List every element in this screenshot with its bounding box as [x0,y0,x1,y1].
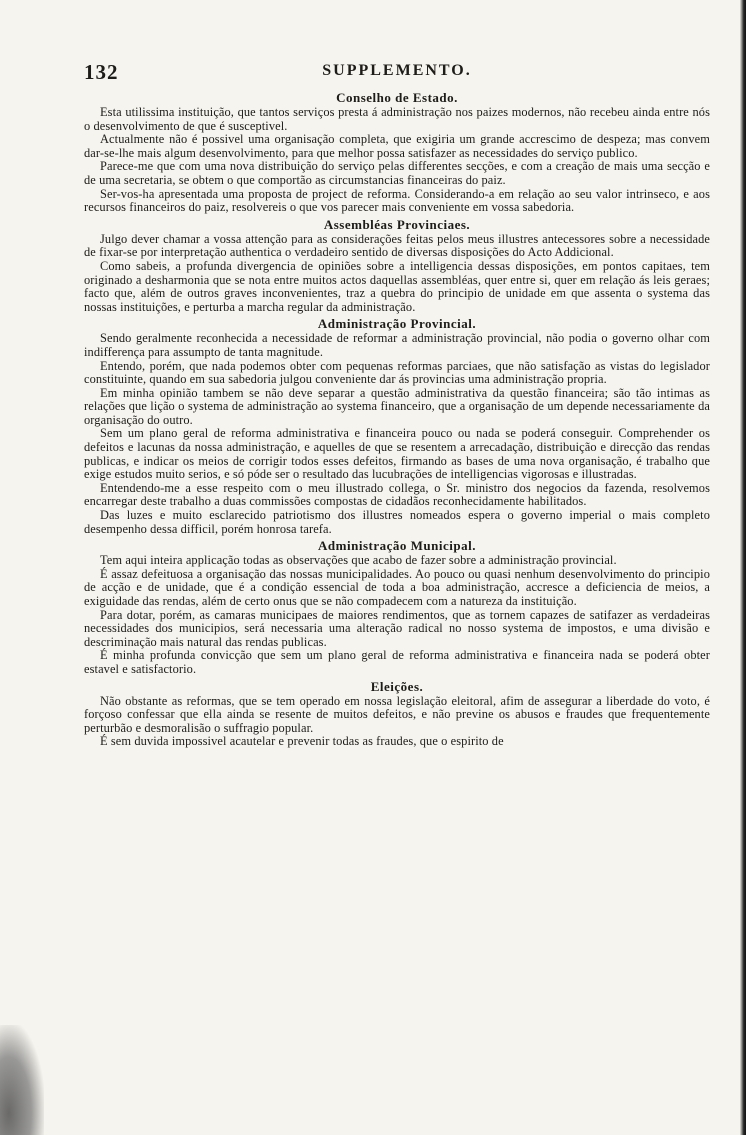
paragraph: Esta utilissima instituição, que tantos serviços presta á administração nos paizes modernos, não recebeu ainda entre nós o desenvolvimento de que é susceptivel. [84,105,710,133]
section-heading: Administração Municipal. [318,538,476,554]
section-administracao-provincial [84,314,710,536]
paragraph: Em minha opinião tambem se não deve separar a questão administrativa da questão financeira; são tão intimas as relações que lição o systema de administração ao systema financeiro, que a organisação de um depende necessariamente da organisação do outro. [84,385,710,427]
paragraph: Entendo, porém, que nada podemos obter com pequenas reformas parciaes, que não satisfação as vistas do legislador constituinte, quando em sua sabedoria julgou conveniente dar ás provincias uma administração propria. [84,358,710,387]
page-edge-shadow [740,0,746,1135]
paragraph: Entendendo-me a esse respeito com o meu illustrado collega, o Sr. ministro dos negocios da fazenda, resolvemos encarregar deste trabalho a duas commissões compostas de cidadãos reconhecidamente habilitados. [84,480,710,509]
section-assembleas-provinciaes [84,215,710,315]
section-heading: Eleições. [370,678,424,694]
page-corner-damage [0,1025,44,1135]
paragraph: Parece-me que com uma nova distribuição do serviço pelas differentes secções, e com a creação de mais uma secção e de uma secretaria, se obtem o que comportão as circumstancias financeiras do paiz. [84,159,710,187]
section-heading: Assembléas Provinciaes. [323,216,471,232]
paragraph: Tem aqui inteira applicação todas as observações que acabo de fazer sobre a administração provincial. [100,553,617,568]
section-administracao-municipal [84,536,710,676]
paragraph: É assaz defeituosa a organisação das nossas municipalidades. Ao pouco ou quasi nenhum desenvolvimento do principio de acção e de unidade, que é a condição essencial de toda a boa administração, accresce a deficiencia de meios, a exiguidade das rendas, além de certo onus que se não compadecem com a natureza da instituição. [84,566,710,608]
paragraph: É sem duvida impossivel acautelar e prevenir todas as fraudes, que o espirito de [100,734,504,749]
page-number: 132 [84,60,119,84]
section-conselho-de-estado [84,88,710,215]
body-text [84,88,710,749]
running-title: SUPPLEMENTO. [322,62,472,79]
paragraph: Actualmente não é possivel uma organisação completa, que exigiria um grande accrescimo de despeza; mas convem dar-se-lhe mais algum desenvolvimento, para que melhor possa satisfazer as necessidades do serviço publico. [84,132,710,160]
section-heading: Administração Provincial. [317,316,477,332]
paragraph: Para dotar, porém, as camaras municipaes de maiores rendimentos, que as tornem capazes de satifazer as verdadeiras necessidades dos municipios, será necessaria uma alteração radical no nosso systema de impostos, e uma divisão e descriminação mais natural das rendas publicas. [84,607,710,649]
paragraph: É minha profunda convicção que sem um plano geral de reforma administrativa e financeira nada se poderá obter estavel e satisfactorio. [84,648,710,676]
paragraph: Como sabeis, a profunda divergencia de opiniões sobre a intelligencia dessas disposições, em pontos capitaes, tem originado a desharmonia que se nota entre muitos actos daquellas assembléas, quer entre si, quer em relação ás leis geraes; facto que, além de outros graves inconvenientes, traz a quebra do principio de unidade em que assenta o systema das nossas instituições, e perturba a marcha regular da administração. [84,258,710,314]
paragraph: Sem um plano geral de reforma administrativa e financeira pouco ou nada se poderá conseguir. Comprehender os defeitos e lacunas da nossa administração, e aquelles de que se resentem a arrecadação, distribuição e direcção das rendas publicas, e indicar os meios de corrigir todos esses defeitos, firmando as bases de uma nova organisação, é trabalho que exige estudos muito serios, e só póde ser o resultado das lucubrações de intelligencias vigorosas e illustradas. [84,426,710,482]
paragraph: Julgo dever chamar a vossa attenção para as considerações feitas pelos meus illustres antecessores sobre a necessidade de fixar-se por interpretação authentica o verdadeiro sentido de diversas disposições do Acto Addicional. [84,231,710,260]
paragraph: Sendo geralmente reconhecida a necessidade de reformar a administração provincial, não podia o governo olhar com indifferença para assumpto de tanta magnitude. [84,331,710,359]
page-header [84,60,710,86]
paragraph: Ser-vos-ha apresentada uma proposta de project de reforma. Considerando-a em relação ao seu valor intrinseco, e aos recursos financeiros do paiz, resolvereis o que vos parecer mais conveniente em vossa sabedoria. [84,186,710,215]
section-heading: Conselho de Estado. [336,90,458,105]
paragraph: Das luzes e muito esclarecido patriotismo dos illustres nomeados espera o governo imperial o mais completo desempenho dessa difficil, porém honrosa tarefa. [84,508,710,536]
paragraph: Não obstante as reformas, que se tem operado em nossa legislação eleitoral, afim de assegurar a liberdade do voto, é forçoso confessar que ella ainda se resente de muitos defeitos, e não previne os abusos e fraudes que frequentemente perturbão e desmoralisão o suffragio popular. [84,693,710,735]
section-eleicoes [84,677,710,749]
